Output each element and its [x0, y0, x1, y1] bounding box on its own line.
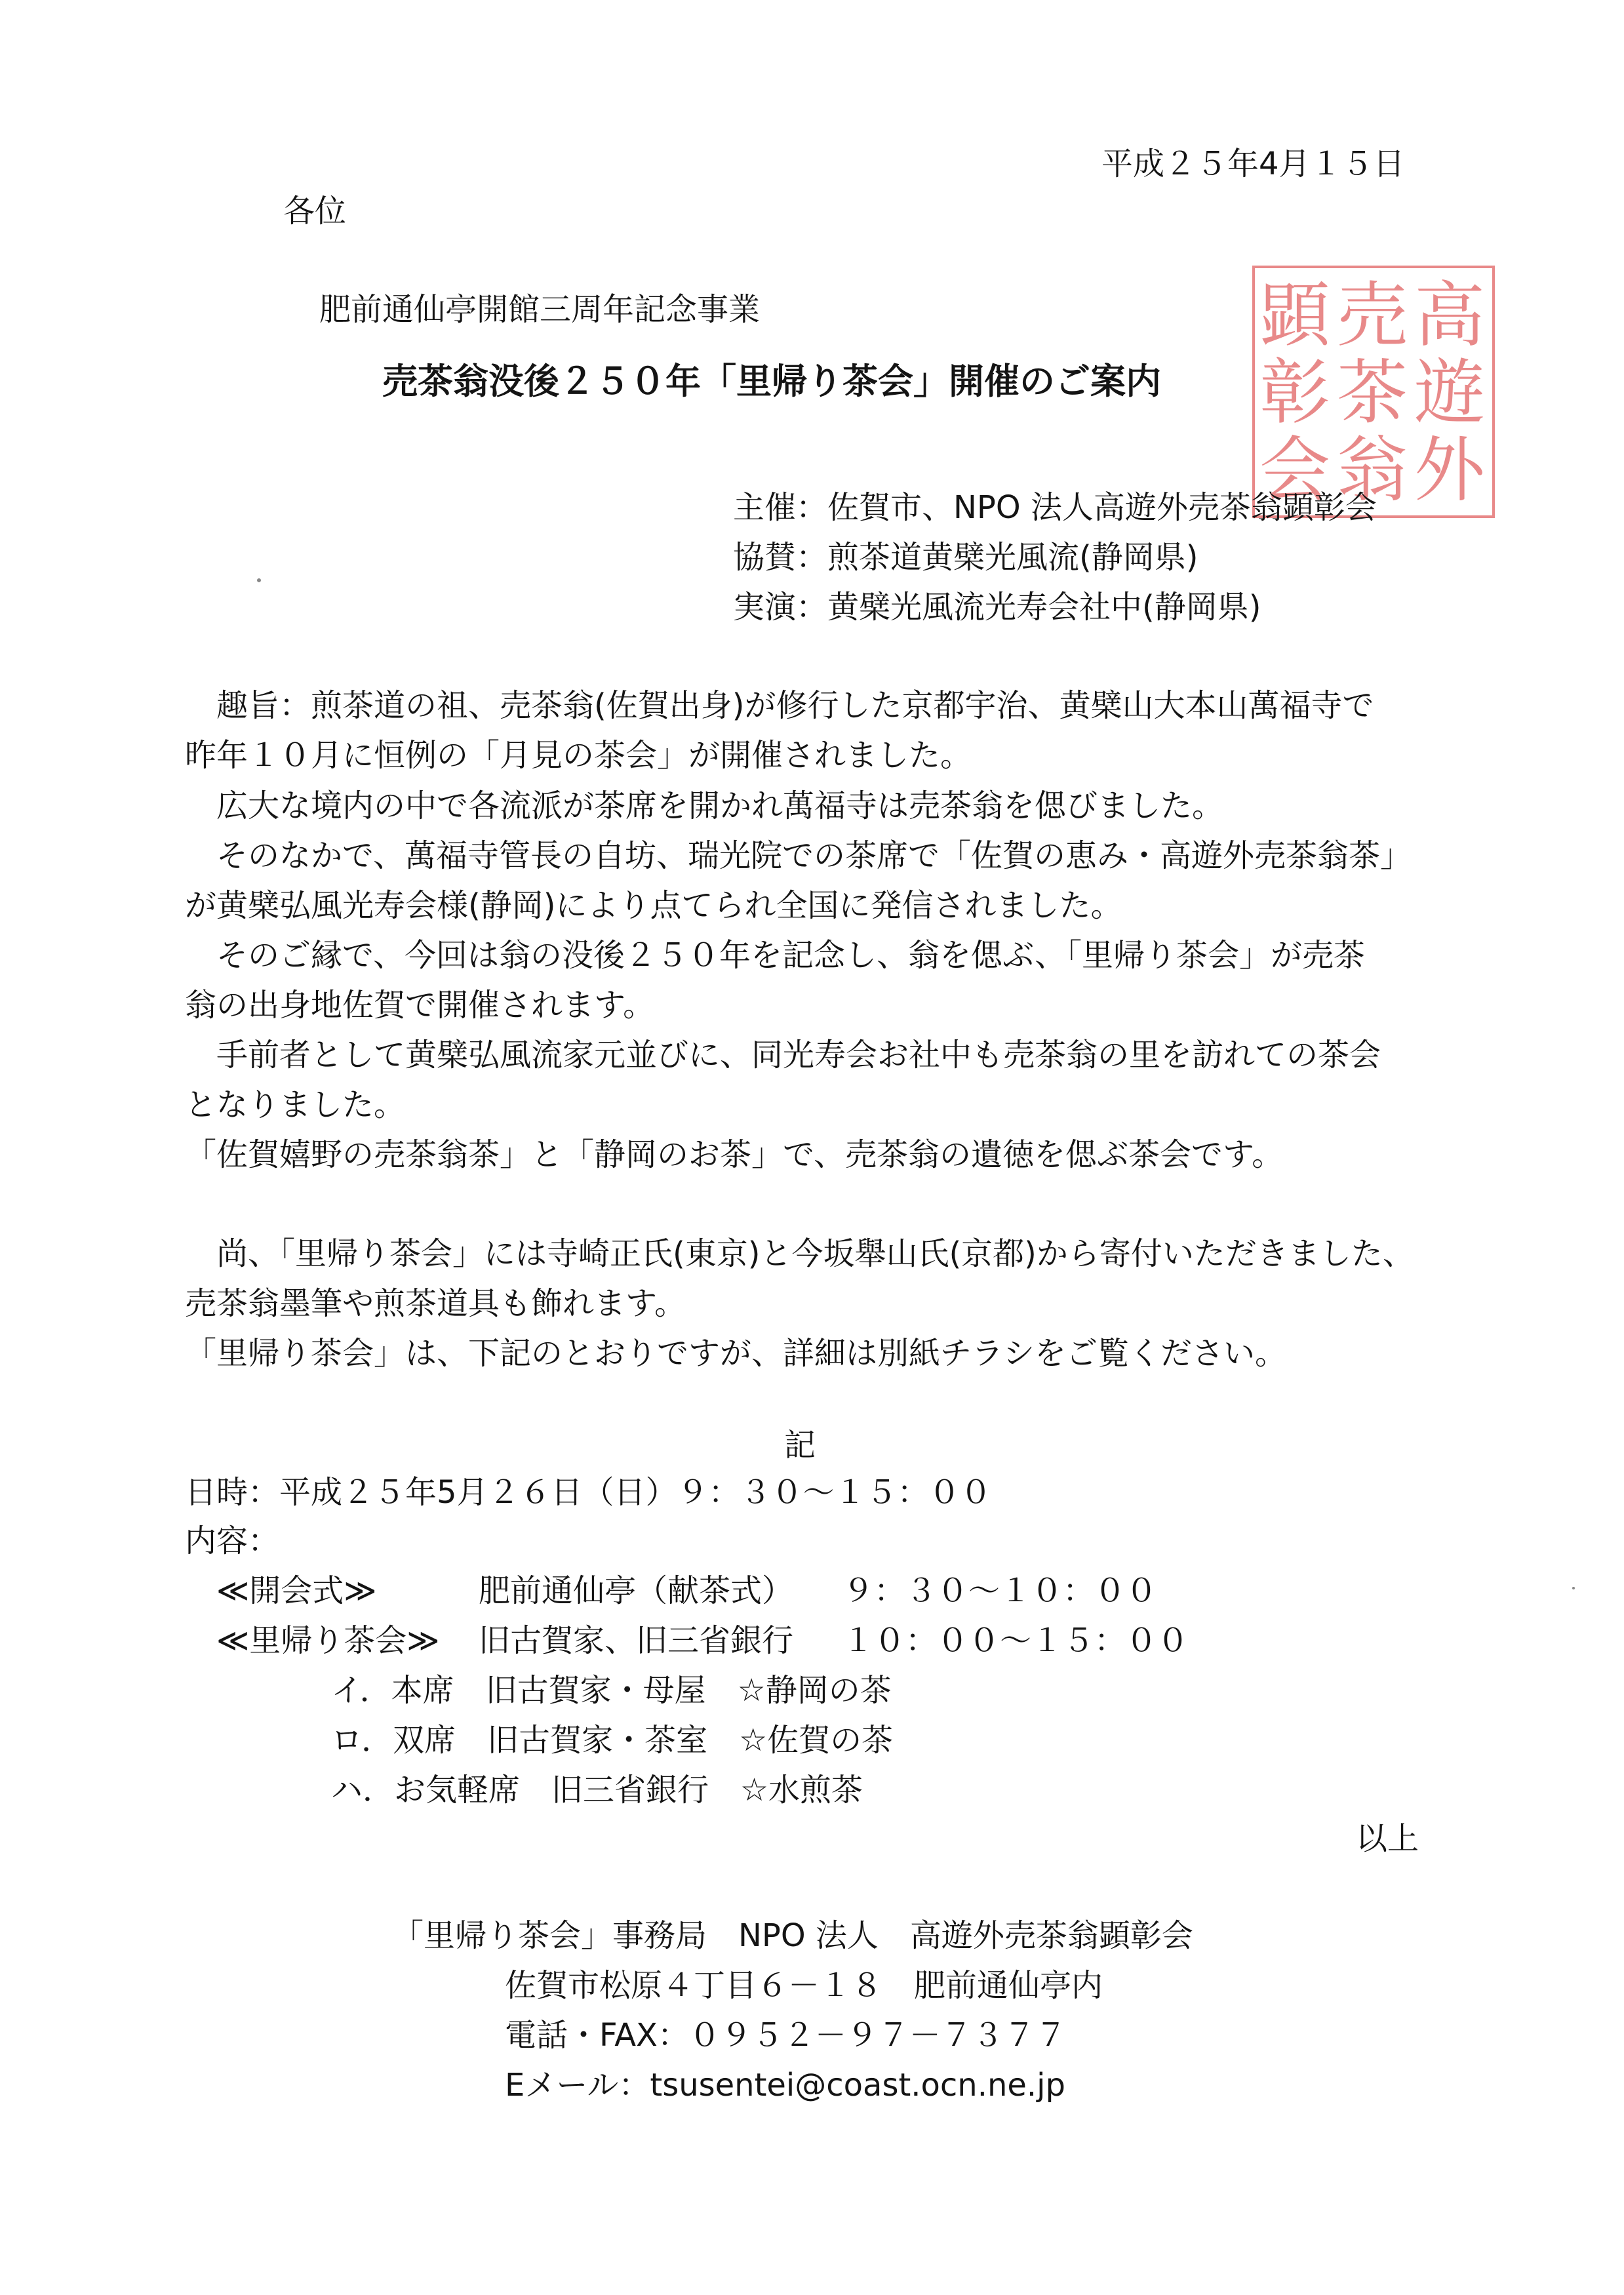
contact-phone: 電話・FAX：０９５２－９７－７３７７	[505, 2017, 1067, 2054]
body-line: 昨年１０月に恒例の「月見の茶会」が開催されました。	[185, 737, 972, 774]
body-line: 「里帰り茶会」は、下記のとおりですが、詳細は別紙チラシをご覧ください。	[185, 1335, 1287, 1372]
scan-speck	[257, 578, 261, 582]
closing-word: 以上	[1356, 1820, 1419, 1857]
opening-ceremony-place: 肥前通仙亭（献茶式）	[479, 1572, 794, 1609]
body-line: が黄檗弘風光寿会様(静岡)により点てられ全国に発信されました。	[185, 887, 1122, 924]
body-line: 手前者として黄檗弘風流家元並びに、同光寿会お社中も売茶翁の里を訪れての茶会	[185, 1037, 1381, 1073]
seat-item: イ．本席 旧古賀家・母屋 ☆静岡の茶	[331, 1672, 892, 1709]
body-line: 「佐賀嬉野の売茶翁茶」と「静岡のお茶」で、売茶翁の遺徳を偲ぶ茶会です。	[185, 1136, 1284, 1173]
seat-item: ハ．お気軽席 旧三省銀行 ☆水煎茶	[331, 1772, 863, 1808]
content-label: 内容：	[185, 1523, 280, 1559]
body-line: 趣旨：煎茶道の祖、売茶翁(佐賀出身)が修行した京都宇治、黄檗山大本山萬福寺で	[185, 687, 1374, 724]
body-line: そのご縁で、今回は翁の没後２５０年を記念し、翁を偲ぶ、「里帰り茶会」が売茶	[185, 937, 1366, 974]
tea-ceremony-place: 旧古賀家、旧三省銀行	[479, 1622, 794, 1659]
contact-address: 佐賀市松原４丁目６－１８ 肥前通仙亭内	[505, 1967, 1103, 2004]
body-line: そのなかで、萬福寺管長の自坊、瑞光院での茶席で「佐賀の恵み・高遊外売茶翁茶」	[185, 837, 1412, 874]
organizer-performers: 実演：黄檗光風流光寿会社中(静岡県)	[733, 589, 1261, 626]
body-line: 尚、「里帰り茶会」には寺崎正氏(東京)と今坂舉山氏(京都)から寄付いただきました、	[185, 1235, 1414, 1272]
event-datetime: 日時：平成２５年5月２６日（日）９：３０～１５：００	[185, 1474, 992, 1511]
seat-item: ロ．双席 旧古賀家・茶室 ☆佐賀の茶	[331, 1722, 894, 1759]
event-series: 肥前通仙亭開館三周年記念事業	[319, 291, 761, 328]
tea-ceremony-label: ≪里帰り茶会≫	[216, 1622, 440, 1659]
scan-speck	[1572, 1587, 1575, 1589]
contact-office: 「里帰り茶会」事務局 NPO 法人 高遊外売茶翁顕彰会	[392, 1917, 1193, 1954]
record-heading: 記	[784, 1427, 816, 1464]
organizer-sponsor: 協賛：煎茶道黄檗光風流(静岡県)	[733, 539, 1198, 576]
opening-ceremony-label: ≪開会式≫	[216, 1572, 377, 1609]
contact-email: Eメール：tsusentei@coast.ocn.ne.jp	[505, 2067, 1065, 2104]
document-title: 売茶翁没後２５０年「里帰り茶会」開催のご案内	[382, 361, 1161, 402]
body-line: 翁の出身地佐賀で開催されます。	[185, 987, 655, 1024]
body-line: となりました。	[185, 1087, 406, 1123]
organization-seal: 高 遊 外 売 茶 翁 顕 彰 会	[1252, 266, 1495, 518]
organizer-host: 主催：佐賀市、NPO 法人高遊外売茶翁顕彰会	[733, 489, 1377, 526]
opening-ceremony-time: ９：３０～１０：００	[842, 1572, 1158, 1609]
document-date: 平成２５年4月１５日	[1101, 146, 1405, 182]
tea-ceremony-time: １０：００～１５：００	[842, 1622, 1189, 1659]
body-line: 広大な境内の中で各流派が茶席を開かれ萬福寺は売茶翁を偲びました。	[185, 788, 1224, 824]
addressee: 各位	[283, 193, 347, 230]
body-line: 売茶翁墨筆や煎茶道具も飾れます。	[185, 1285, 686, 1322]
